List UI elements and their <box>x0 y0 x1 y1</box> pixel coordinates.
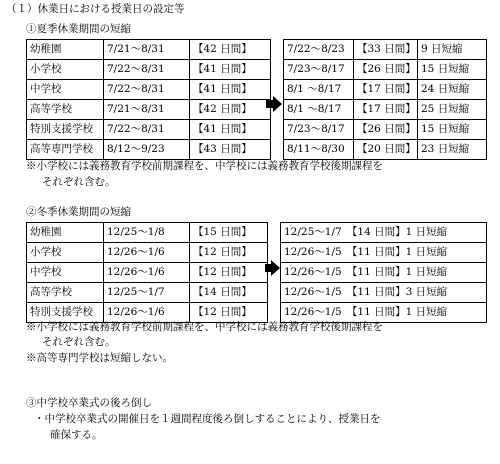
table-cell-period: 8/12～9/23 <box>104 140 190 160</box>
table-row <box>27 120 271 140</box>
summer-after-table <box>283 39 487 160</box>
section-heading: （１）休業日における授業日の設定等 <box>6 3 185 15</box>
table-row <box>27 223 268 243</box>
table-cell-period: 7/21～8/31 <box>104 40 190 60</box>
table-row <box>27 80 271 100</box>
summer-title: ①夏季休業期間の短縮 <box>26 23 131 35</box>
table-cell-period: 8/1 ～8/17 <box>284 100 354 120</box>
table-cell-days: 【43 日間】 <box>190 140 271 160</box>
table-cell-text: 12/26～1/5 【11 日間】1 日短縮 <box>281 263 487 283</box>
graduation-title: ③中学校卒業式の後ろ倒し <box>26 397 152 409</box>
winter-before-table <box>26 222 268 323</box>
table-row <box>27 263 268 283</box>
table-cell-period: 7/22～8/31 <box>104 120 190 140</box>
graduation-bullet-line1: ・中学校卒業式の開催日を１週間程度後ろ倒しすることにより、授業日を <box>34 413 381 425</box>
table-row <box>284 100 487 120</box>
table-cell-days: 【15 日間】 <box>190 223 268 243</box>
winter-before-rows <box>27 223 268 323</box>
table-cell-days: 【42 日間】 <box>190 40 271 60</box>
table-cell-days: 【41 日間】 <box>190 80 271 100</box>
table-row <box>281 303 487 323</box>
table-row <box>284 120 487 140</box>
winter-after-table <box>280 222 487 323</box>
table-cell-period: 7/22～8/31 <box>104 80 190 100</box>
table-row <box>281 243 487 263</box>
table-cell-days: 【26 日間】 <box>354 120 418 140</box>
table-row <box>27 100 271 120</box>
summer-note-line2: それぞれ含む。 <box>42 176 116 188</box>
table-cell-period: 7/23～8/17 <box>284 120 354 140</box>
table-cell-text: 12/25～1/7 【14 日間】1 日短縮 <box>281 223 487 243</box>
table-cell-school: 小学校 <box>27 60 104 80</box>
table-row <box>27 60 271 80</box>
table-row <box>281 223 487 243</box>
table-row <box>27 283 268 303</box>
table-row <box>284 40 487 60</box>
table-cell-short: 15 日短縮 <box>418 120 487 140</box>
table-cell-school: 高等専門学校 <box>27 140 104 160</box>
winter-title: ②冬季休業期間の短縮 <box>26 206 131 218</box>
table-cell-school: 特別支援学校 <box>27 303 104 323</box>
table-cell-short: 9 日短縮 <box>418 40 487 60</box>
winter-after-rows <box>281 223 487 323</box>
table-row <box>284 80 487 100</box>
table-cell-period: 12/26～1/6 <box>104 263 190 283</box>
table-cell-text: 12/26～1/5 【11 日間】1 日短縮 <box>281 243 487 263</box>
table-row <box>27 303 268 323</box>
summer-after-rows <box>284 40 487 160</box>
table-cell-period: 8/1 ～8/17 <box>284 80 354 100</box>
table-cell-period: 12/26～1/6 <box>104 243 190 263</box>
winter-note2: ※高等専門学校は短縮しない。 <box>26 352 173 364</box>
table-cell-period: 8/11～8/30 <box>284 140 354 160</box>
table-cell-days: 【42 日間】 <box>190 100 271 120</box>
table-row <box>27 40 271 60</box>
table-cell-short: 24 日短縮 <box>418 80 487 100</box>
winter-note-line2: それぞれ含む。 <box>42 336 116 348</box>
table-cell-period: 7/22～8/23 <box>284 40 354 60</box>
table-cell-period: 12/25～1/7 <box>104 283 190 303</box>
table-cell-period: 12/25～1/8 <box>104 223 190 243</box>
table-cell-school: 小学校 <box>27 243 104 263</box>
table-cell-school: 高等学校 <box>27 283 104 303</box>
table-cell-days: 【41 日間】 <box>190 120 271 140</box>
table-cell-short: 23 日短縮 <box>418 140 487 160</box>
table-cell-days: 【26 日間】 <box>354 60 418 80</box>
summer-before-rows <box>27 40 271 160</box>
summer-before-table <box>26 39 271 160</box>
table-cell-period: 7/22～8/31 <box>104 60 190 80</box>
table-cell-days: 【17 日間】 <box>354 100 418 120</box>
table-cell-short: 25 日短縮 <box>418 100 487 120</box>
table-row <box>284 140 487 160</box>
graduation-bullet-line2: 確保する。 <box>50 429 103 441</box>
table-cell-school: 中学校 <box>27 80 104 100</box>
table-cell-days: 【20 日間】 <box>354 140 418 160</box>
table-cell-days: 【12 日間】 <box>190 243 268 263</box>
table-row <box>27 243 268 263</box>
table-cell-days: 【12 日間】 <box>190 263 268 283</box>
table-cell-days: 【17 日間】 <box>354 80 418 100</box>
table-cell-school: 高等学校 <box>27 100 104 120</box>
table-cell-days: 【41 日間】 <box>190 60 271 80</box>
table-cell-days: 【12 日間】 <box>190 303 268 323</box>
table-cell-school: 特別支援学校 <box>27 120 104 140</box>
table-cell-school: 幼稚園 <box>27 40 104 60</box>
table-cell-days: 【33 日間】 <box>354 40 418 60</box>
table-cell-short: 15 日短縮 <box>418 60 487 80</box>
table-cell-text: 12/26～1/5 【11 日間】1 日短縮 <box>281 303 487 323</box>
table-row <box>27 140 271 160</box>
winter-note-line1: ※小学校には義務教育学校前期課程を、中学校には義務教育学校後期課程を <box>26 321 383 333</box>
summer-note-line1: ※小学校には義務教育学校前期課程を、中学校には義務教育学校後期課程を <box>26 160 383 172</box>
table-row <box>281 283 487 303</box>
table-cell-days: 【14 日間】 <box>190 283 268 303</box>
table-cell-period: 12/26～1/6 <box>104 303 190 323</box>
table-cell-period: 7/21～8/31 <box>104 100 190 120</box>
table-row <box>281 263 487 283</box>
table-cell-period: 7/23～8/17 <box>284 60 354 80</box>
table-cell-school: 中学校 <box>27 263 104 283</box>
table-cell-school: 幼稚園 <box>27 223 104 243</box>
table-cell-text: 12/26～1/5 【11 日間】3 日短縮 <box>281 283 487 303</box>
table-row <box>284 60 487 80</box>
